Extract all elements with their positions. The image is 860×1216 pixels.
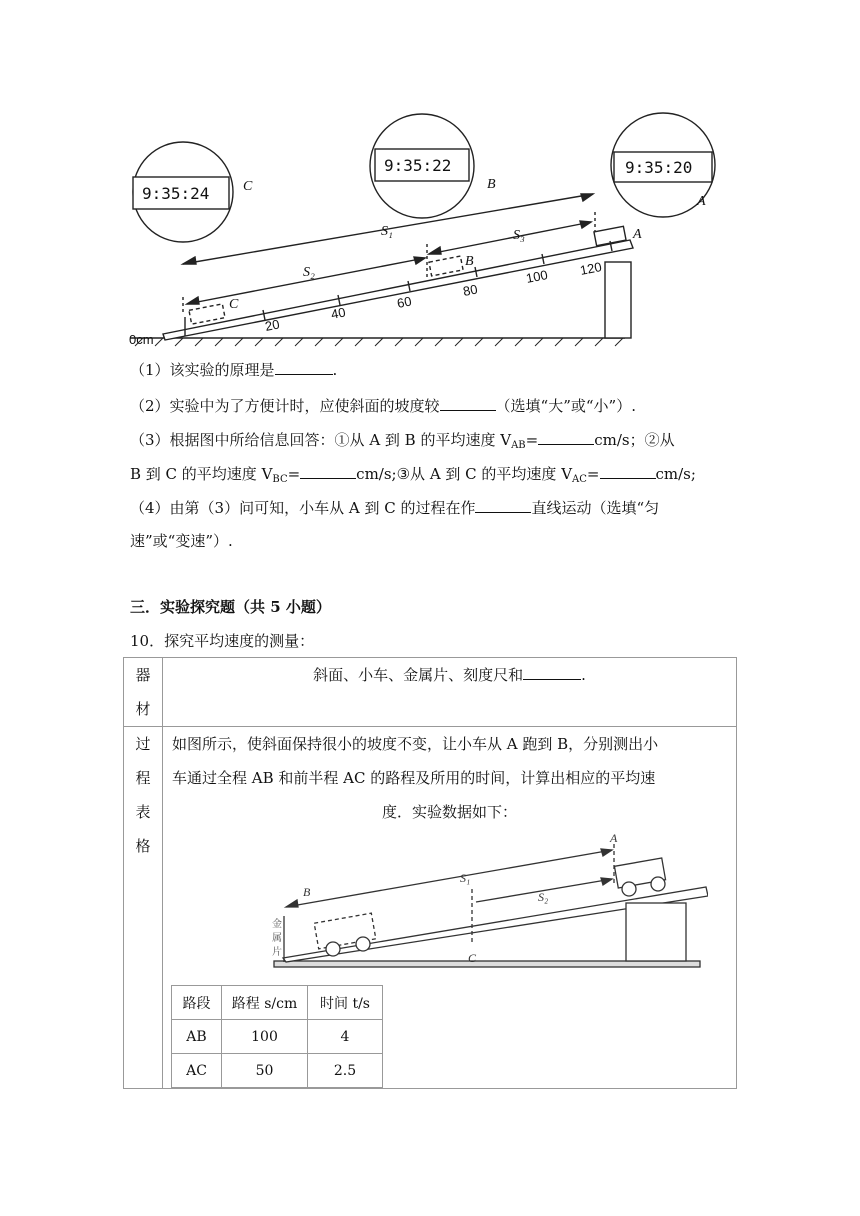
tick-label-100: 100 <box>524 267 549 286</box>
fig2-point-b: B <box>303 885 311 899</box>
header-segment: 路段 <box>172 986 222 1020</box>
answer-blank[interactable] <box>300 462 356 479</box>
metal-label-1: 金 <box>272 919 282 930</box>
tick-label-40: 40 <box>329 304 347 322</box>
answer-blank[interactable] <box>275 358 333 375</box>
header-distance: 路程 s/cm <box>222 986 308 1020</box>
question-4-line-1: （4）由第（3）问可知，小车从 A 到 C 的过程在作 直线运动（选填“匀 <box>130 496 659 519</box>
metal-label-2: 属 <box>272 933 282 944</box>
question-1: （1）该实验的原理是 . <box>130 358 337 381</box>
point-a-label: A <box>633 227 642 242</box>
tick-label-80: 80 <box>461 281 479 299</box>
experiment-table <box>123 657 737 1089</box>
answer-blank[interactable] <box>600 462 656 479</box>
clock-a-time: 9:35:20 <box>625 158 693 177</box>
point-c-label: C <box>229 297 239 312</box>
table-row: AB 100 4 <box>172 1020 383 1054</box>
clock-b-label: B <box>487 177 496 192</box>
question-4-line-2: 速”或“变速”）. <box>130 532 233 550</box>
question-3-line-2: B 到 C 的平均速度 $V_{BC}=$ cm/s;③从 A 到 C 的平均速度 $V_{AC}= cm/s$; <box>130 462 696 491</box>
answer-blank[interactable] <box>440 394 496 411</box>
fig2-point-c: C <box>468 951 477 965</box>
row-label-equipment: 器 材 <box>124 658 163 727</box>
question-10-title: 10．探究平均速度的测量： <box>130 632 315 650</box>
answer-blank[interactable] <box>538 428 594 445</box>
equipment-cell: 斜面、小车、金属片、刻度尺和 . <box>163 658 737 727</box>
clock-c-time: 9:35:24 <box>142 184 210 203</box>
point-b-label: B <box>465 254 474 269</box>
fig2-point-a: A <box>610 834 618 845</box>
process-text-1: 如图所示，使斜面保持很小的坡度不变，让小车从 A 跑到 B，分别测出小 <box>172 735 659 753</box>
s3-label: S₃ <box>513 228 525 243</box>
data-table <box>171 985 383 1088</box>
incline-cart-figure <box>228 834 708 974</box>
answer-blank[interactable] <box>523 663 581 680</box>
process-text-3: 度．实验数据如下： <box>381 803 517 821</box>
zero-cm-label: 0cm <box>129 332 154 347</box>
answer-blank[interactable] <box>475 496 531 513</box>
incline-clock-figure <box>125 112 725 347</box>
row-label-process: 过 程 表 格 <box>124 727 163 1089</box>
question-2: （2）实验中为了方便计时，应使斜面的坡度较 （选填“大”或“小”）. <box>130 394 636 417</box>
clock-b-time: 9:35:22 <box>384 156 452 175</box>
clock-a-label: A <box>697 194 706 209</box>
process-cell <box>163 727 737 1089</box>
metal-label-3: 片 <box>272 947 282 958</box>
table-row: AC 50 2.5 <box>172 1054 383 1088</box>
s2-label: S₂ <box>303 265 315 280</box>
tick-label-60: 60 <box>395 293 413 311</box>
section-title: 三．实验探究题（共 5 小题） <box>130 598 331 616</box>
process-text-2: 车通过全程 AB 和前半程 AC 的路程及所用的时间，计算出相应的平均速 <box>172 769 656 787</box>
question-3-line-1: （3）根据图中所给信息回答：①从 A 到 B 的平均速度 $V_{AB}= cm/s$；②从 <box>130 428 675 457</box>
tick-label-20: 20 <box>263 316 281 334</box>
fig2-s2: S₂ <box>538 890 549 904</box>
tick-label-120: 120 <box>578 259 603 278</box>
fig2-s1: S₁ <box>460 871 471 885</box>
header-time: 时间 t/s <box>308 986 383 1020</box>
clock-c-label: C <box>243 179 253 194</box>
s1-label: S₁ <box>381 224 393 239</box>
